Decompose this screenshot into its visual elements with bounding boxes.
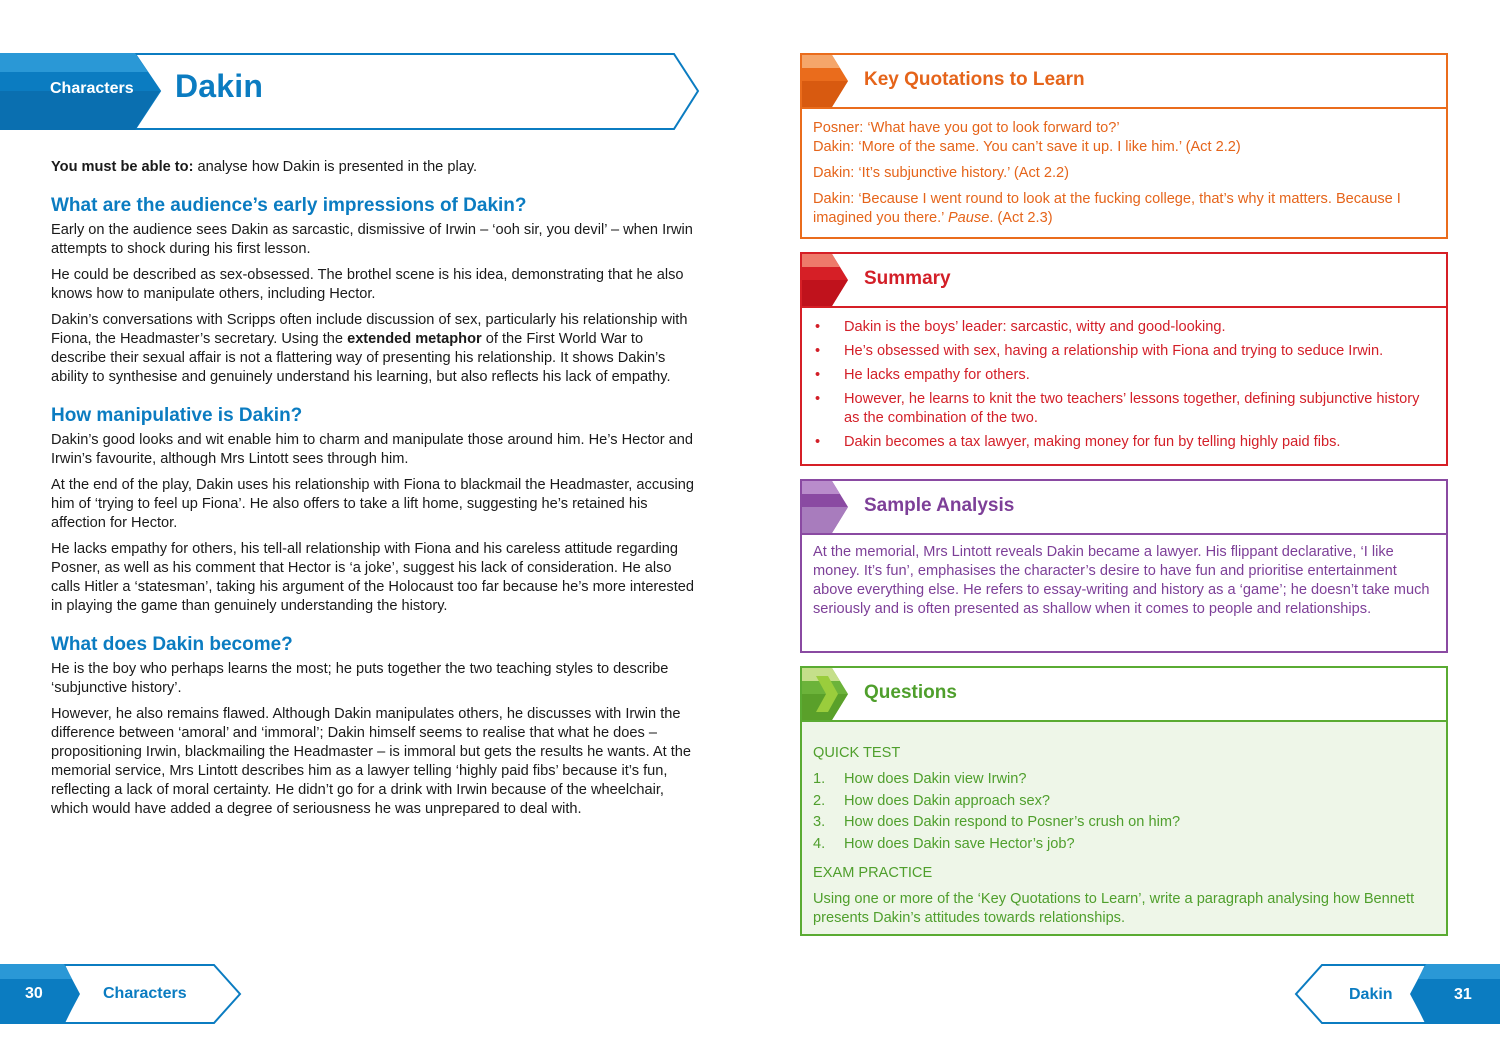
sample-analysis-box <box>800 479 1448 653</box>
exam-practice-text: Using one or more of the ‘Key Quotations to Learn’, write a paragraph analysing how Bennett presents Dakin’s attitudes towards relationships. <box>813 890 1415 926</box>
list-item <box>813 792 1435 811</box>
bullet: • <box>815 434 821 450</box>
item-number: 3. <box>813 814 826 830</box>
box-title: Summary <box>864 268 951 289</box>
box-header <box>802 668 1446 722</box>
box-body <box>802 535 1446 636</box>
quotation-line: . (Act 2.3) <box>989 210 1053 226</box>
quotation-line: Dakin: ‘Because I went round to look at the fucking college, that’s why it matters. Because I imagined you there.’ <box>813 191 1401 226</box>
paragraph <box>51 311 699 387</box>
paragraph: He lacks empathy for others, his tell-all relationship with Fiona and his careless attitude regarding Posner, as well as his comment that Hector is ‘a joke’, suggest his lack of consideration. He also calls Hitler a ‘statesman’, taking his argument of the Holocaust too far because he’s more interested in playing the game than genuinely understanding the history. <box>51 541 694 614</box>
list-item <box>813 342 1435 361</box>
section-heading: How manipulative is Dakin? <box>51 405 303 426</box>
box-header <box>802 55 1446 109</box>
bullet: • <box>815 391 821 407</box>
stage-direction: Pause <box>947 210 990 226</box>
question-text: How does Dakin respond to Posner’s crush on him? <box>844 814 1181 830</box>
paragraph: Dakin’s good looks and wit enable him to charm and manipulate those around him. He’s Hector and Irwin’s favourite, although Mrs Lintott sees through him. <box>51 432 693 467</box>
quotation-line: Dakin: ‘More of the same. You can’t save it up. I like him.’ (Act 2.2) <box>813 139 1241 155</box>
box-title: Sample Analysis <box>864 495 1015 516</box>
quotation: Dakin: ‘It’s subjunctive history.’ (Act 2.2) <box>813 165 1070 181</box>
paragraph: At the end of the play, Dakin uses his relationship with Fiona to blackmail the Headmaster, accusing him of ‘trying to feel up Fiona’. He also offers to take a lift home, suggesting he’s retained his affection for Hector. <box>51 477 695 531</box>
orange-chevron-icon <box>802 55 852 107</box>
learning-objective <box>51 158 699 177</box>
list-item <box>813 433 1435 452</box>
purple-chevron-icon <box>802 481 852 533</box>
item-number: 2. <box>813 792 826 809</box>
page-number: 30 <box>25 985 43 1002</box>
list-item <box>813 835 1435 854</box>
page-number: 31 <box>1454 986 1472 1003</box>
objective-label: You must be able to: <box>51 159 194 175</box>
key-term: extended metaphor <box>347 331 482 347</box>
paragraph-text: of the First World War to describe their sexual affair is not a flattering way of presenting his relationship. It shows Dakin’s ability to synthesise and genuinely understand his learning, but also reflects his lack of empathy. <box>51 331 671 385</box>
box-header <box>802 481 1446 535</box>
section-heading: What are the audience’s early impressions of Dakin? <box>51 195 527 216</box>
summary-box <box>800 252 1448 466</box>
key-quotations-box <box>800 53 1448 239</box>
box-body <box>802 109 1446 245</box>
bullet: • <box>815 343 821 359</box>
green-chevron-icon <box>802 668 852 720</box>
question-text: How does Dakin save Hector’s job? <box>844 835 1075 852</box>
list-item <box>813 770 1435 789</box>
list-item-text: He’s obsessed with sex, having a relationship with Fiona and trying to seduce Irwin. <box>844 343 1384 359</box>
quick-test-list <box>813 770 1435 854</box>
quotation-line: Posner: ‘What have you got to look forward to?’ <box>813 120 1120 136</box>
box-header <box>802 254 1446 308</box>
section-tab: Characters <box>50 80 134 97</box>
section-heading: What does Dakin become? <box>51 634 293 655</box>
main-text-column <box>51 158 699 826</box>
list-item <box>813 813 1435 832</box>
paragraph: Early on the audience sees Dakin as sarcastic, dismissive of Irwin – ‘ooh sir, you devil’ – when Irwin attempts to shock during his first lesson. <box>51 222 693 257</box>
analysis-text: At the memorial, Mrs Lintott reveals Dakin became a lawyer. His flippant declarative, ‘I like money. It’s fun’, emphasises the character’s desire to have fun and prioritise entertainment above everything else. He refers to essay-writing and history as a ‘game’; he doesn’t take much seriously and is often presented as shallow when it comes to people and relationships. <box>813 544 1430 617</box>
objective-text: analyse how Dakin is presented in the play. <box>193 159 478 175</box>
paragraph-text: Dakin’s conversations with Scripps often include discussion of sex, particularly his relationship with Fiona, the Headmaster’s secretary. Using the <box>51 312 688 347</box>
box-title: Key Quotations to Learn <box>864 69 1085 90</box>
questions-box <box>800 666 1448 936</box>
list-item-text: However, he learns to knit the two teachers’ lessons together, defining subjunctive history as the combination of the two. <box>844 391 1420 426</box>
box-title: Questions <box>864 682 957 703</box>
exam-practice-label: EXAM PRACTICE <box>813 864 933 881</box>
list-item-text: Dakin becomes a tax lawyer, making money for fun by telling highly paid fibs. <box>844 434 1341 450</box>
bullet: • <box>815 367 821 383</box>
paragraph: However, he also remains flawed. Although Dakin manipulates others, he discusses with Irwin the difference between ‘amoral’ and ‘immoral’; Dakin himself seems to realise that what he does – propositioning Irwin, blackmailing the Headmaster – is immoral but gets the results he wants. At the memorial service, Mrs Lintott describes him as a lawyer telling ‘highly paid fibs’ because it’s fun, reflecting a lack of moral certainty. He didn’t go for a drink with Irwin because of the wheelchair, which would have added a degree of seriousness he was unprepared to deal with. <box>51 706 692 817</box>
red-chevron-icon <box>802 254 852 306</box>
list-item <box>813 390 1435 428</box>
list-item-text: Dakin is the boys’ leader: sarcastic, witty and good-looking. <box>844 319 1226 335</box>
list-item <box>813 366 1435 385</box>
list-item-text: He lacks empathy for others. <box>844 367 1030 383</box>
item-number: 4. <box>813 835 826 852</box>
question-text: How does Dakin view Irwin? <box>844 771 1027 787</box>
summary-list <box>813 318 1435 452</box>
list-item <box>813 318 1435 337</box>
quotation <box>813 119 1435 157</box>
item-number: 1. <box>813 771 826 787</box>
quotation <box>813 190 1435 228</box>
footer-section-label: Characters <box>103 985 187 1002</box>
quick-test-label: QUICK TEST <box>813 745 901 761</box>
page-title: Dakin <box>175 68 264 104</box>
box-body <box>802 722 1446 945</box>
paragraph: He is the boy who perhaps learns the most; he puts together the two teaching styles to describe ‘subjunctive history’. <box>51 661 669 696</box>
bullet: • <box>815 319 821 335</box>
footer-section-label: Dakin <box>1349 986 1393 1003</box>
paragraph: He could be described as sex-obsessed. The brothel scene is his idea, demonstrating that he also knows how to manipulate others, including Hector. <box>51 267 684 302</box>
box-body <box>802 308 1446 467</box>
question-text: How does Dakin approach sex? <box>844 792 1051 809</box>
